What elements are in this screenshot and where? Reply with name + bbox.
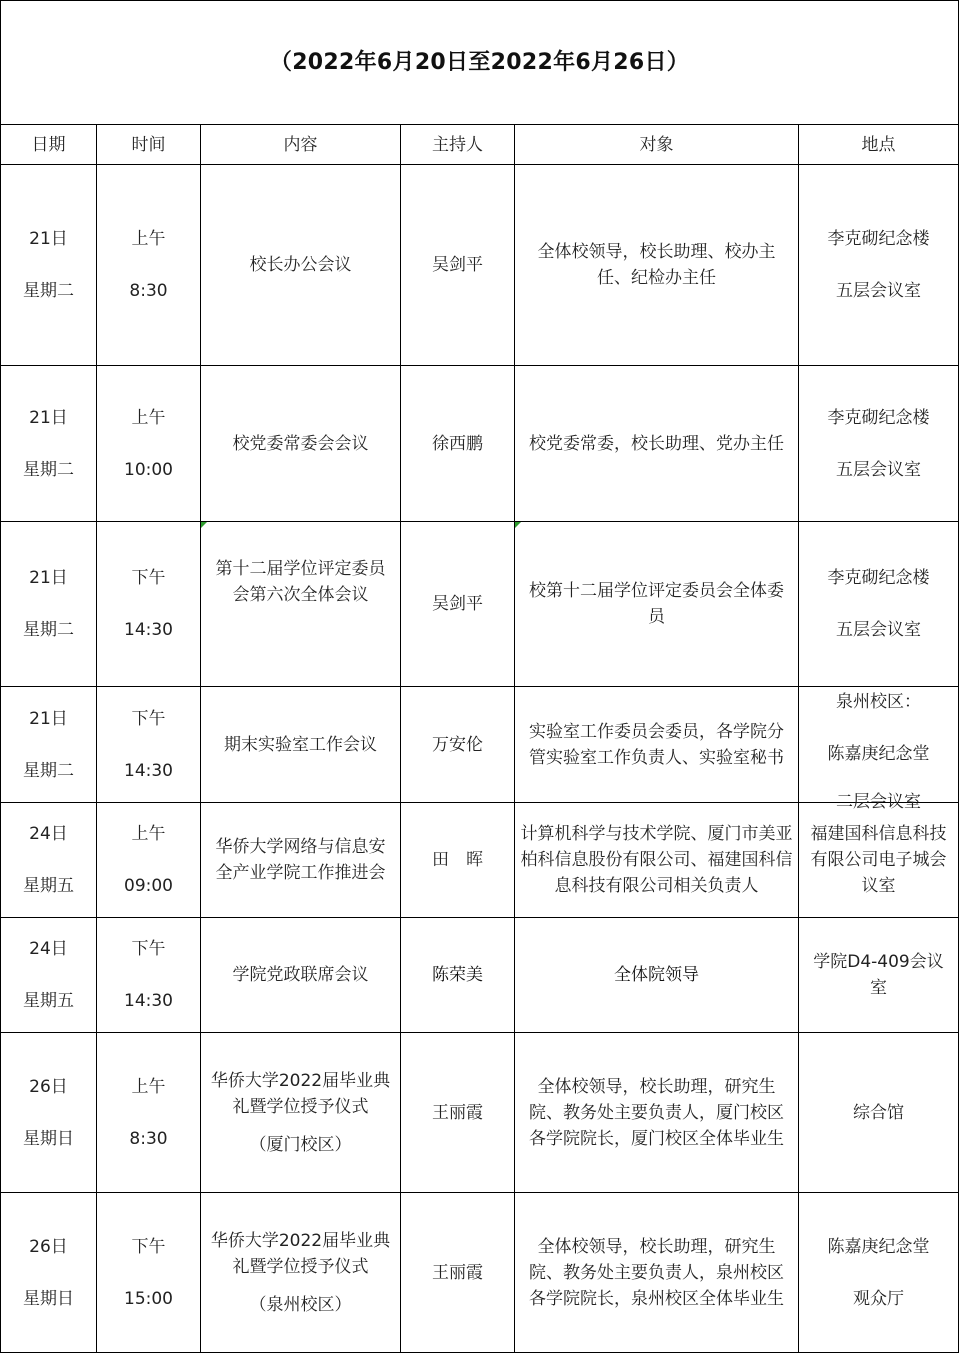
time: 10:00 [124,459,173,480]
time: 8:30 [129,281,168,301]
table-row [1,165,959,366]
audience: 校第十二届学位评定委员会全体委员 [529,581,784,627]
location-line: 综合馆 [853,1102,904,1123]
header-time: 时间 [97,125,201,165]
location-line: 观众厅 [853,1288,904,1309]
location-cell [799,803,959,918]
audience-cell: 全体校领导，校长助理，研究生院、教务处主要负责人，泉州校区各学院院长，泉州校区全体毕业生 [515,1193,799,1353]
date-cell [1,165,97,366]
time: 14:30 [124,991,173,1011]
content-cell [201,522,401,687]
time-cell [97,522,201,687]
time: 09:00 [124,876,173,896]
header-location: 地点 [799,125,959,165]
date: 21日 [29,407,68,428]
period: 下午 [131,1236,166,1257]
location-line: 福建国科信息科技有限公司电子城会议室 [810,824,947,896]
date-range-title-text: （2022年6月20日至2022年6月26日） [269,49,690,75]
location-cell [799,366,959,522]
header-date: 日期 [1,125,97,165]
host-cell: 陈荣美 [401,918,515,1033]
location-line: 学院D4-409会议室 [813,952,944,998]
period: 下午 [131,939,166,959]
time-cell [97,803,201,918]
content-cell [201,1193,401,1353]
audience-cell [515,522,799,687]
location-cell [799,687,959,812]
host-cell: 万安伦 [401,687,515,803]
period: 上午 [131,229,166,249]
weekday: 星期五 [23,876,74,896]
content-cell [201,918,401,1033]
date-cell [1,1033,97,1193]
host-cell: 吴剑平 [401,522,515,687]
table-row [1,1033,959,1193]
period: 下午 [131,568,166,588]
date-range-title [1,1,959,125]
host-cell: 徐西鹏 [401,366,515,522]
content: 华侨大学2022届毕业典礼暨学位授予仪式 [210,1070,391,1117]
date-cell [1,366,97,522]
period: 上午 [131,824,166,844]
content: 校长办公会议 [249,255,352,275]
time: 15:00 [124,1288,173,1309]
header-content: 内容 [201,125,401,165]
content: 学院党政联席会议 [232,965,369,985]
location-line: 李克砌纪念楼 [827,407,930,428]
date: 26日 [29,1076,68,1097]
period: 上午 [131,1076,166,1097]
date: 24日 [29,939,68,959]
time-cell [97,366,201,522]
weekday: 星期二 [23,281,74,301]
date-cell [1,1193,97,1353]
location-cell [799,165,959,366]
time-cell [97,165,201,366]
time-cell [97,687,201,803]
content: 华侨大学2022届毕业典礼暨学位授予仪式 [210,1230,391,1277]
audience-cell: 实验室工作委员会委员，各学院分管实验室工作负责人、实验室秘书 [515,687,799,803]
time: 14:30 [124,620,173,640]
date: 21日 [29,708,68,729]
date-cell [1,522,97,687]
content: 期末实验室工作会议 [224,734,377,755]
date: 21日 [29,229,68,249]
audience-cell: 校党委常委，校长助理、党办主任 [515,366,799,522]
date: 26日 [29,1236,68,1257]
comment-marker-icon [515,522,521,528]
weekday: 星期日 [23,1128,74,1149]
location-line: 陈嘉庚纪念堂 [827,1236,930,1257]
content-cell [201,165,401,366]
location-line: 五层会议室 [836,281,921,301]
date: 21日 [29,568,68,588]
content: 第十二届学位评定委员会第六次全体会议 [215,559,386,605]
location-line: 李克砌纪念楼 [827,568,930,588]
period: 下午 [131,708,166,729]
location-line: 二层会议室 [836,792,921,812]
date-cell [1,918,97,1033]
host-cell: 王丽霞 [401,1033,515,1193]
time-cell [97,1033,201,1193]
table-row [1,687,959,803]
location-line: 五层会议室 [836,620,921,640]
location-cell [799,918,959,1033]
location-line: 泉州校区： [836,692,921,712]
location-cell [799,1193,959,1353]
table-row [1,366,959,522]
campus-note: （泉州校区） [249,1294,352,1315]
content: 校党委常委会会议 [232,433,369,454]
time-cell [97,918,201,1033]
period: 上午 [131,407,166,428]
content: 华侨大学网络与信息安全产业学院工作推进会 [215,837,386,883]
audience-cell: 计算机科学与技术学院、厦门市美亚柏科信息股份有限公司、福建国科信息科技有限公司相关负责人 [515,803,799,918]
table-row [1,918,959,1033]
content-cell [201,803,401,918]
comment-marker-icon [201,522,207,528]
time-cell [97,1193,201,1353]
location-cell [799,1033,959,1193]
header-row [1,125,959,165]
time: 14:30 [124,760,173,781]
location-line: 李克砌纪念楼 [827,229,930,249]
weekday: 星期日 [23,1288,74,1309]
date-cell [1,803,97,918]
audience-cell: 全体院领导 [515,918,799,1033]
table-row [1,1193,959,1353]
header-host: 主持人 [401,125,515,165]
audience-cell: 全体校领导，校长助理，研究生院、教务处主要负责人，厦门校区各学院院长，厦门校区全体毕业生 [515,1033,799,1193]
content-cell [201,1033,401,1193]
time: 8:30 [129,1128,168,1149]
table-row [1,522,959,687]
date: 24日 [29,824,68,844]
weekday: 星期五 [23,991,74,1011]
weekday: 星期二 [23,459,74,480]
audience-cell: 全体校领导，校长助理、校办主任、纪检办主任 [515,165,799,366]
location-line: 陈嘉庚纪念堂 [827,744,930,764]
weekday: 星期二 [23,760,74,781]
location-line: 五层会议室 [836,459,921,480]
campus-note: （厦门校区） [249,1134,352,1155]
host-cell: 田 晖 [401,803,515,918]
host-cell: 王丽霞 [401,1193,515,1353]
header-audience: 对象 [515,125,799,165]
weekday: 星期二 [23,620,74,640]
table-row [1,803,959,918]
location-cell [799,522,959,687]
content-cell [201,687,401,803]
content-cell [201,366,401,522]
date-cell [1,687,97,803]
host-cell: 吴剑平 [401,165,515,366]
